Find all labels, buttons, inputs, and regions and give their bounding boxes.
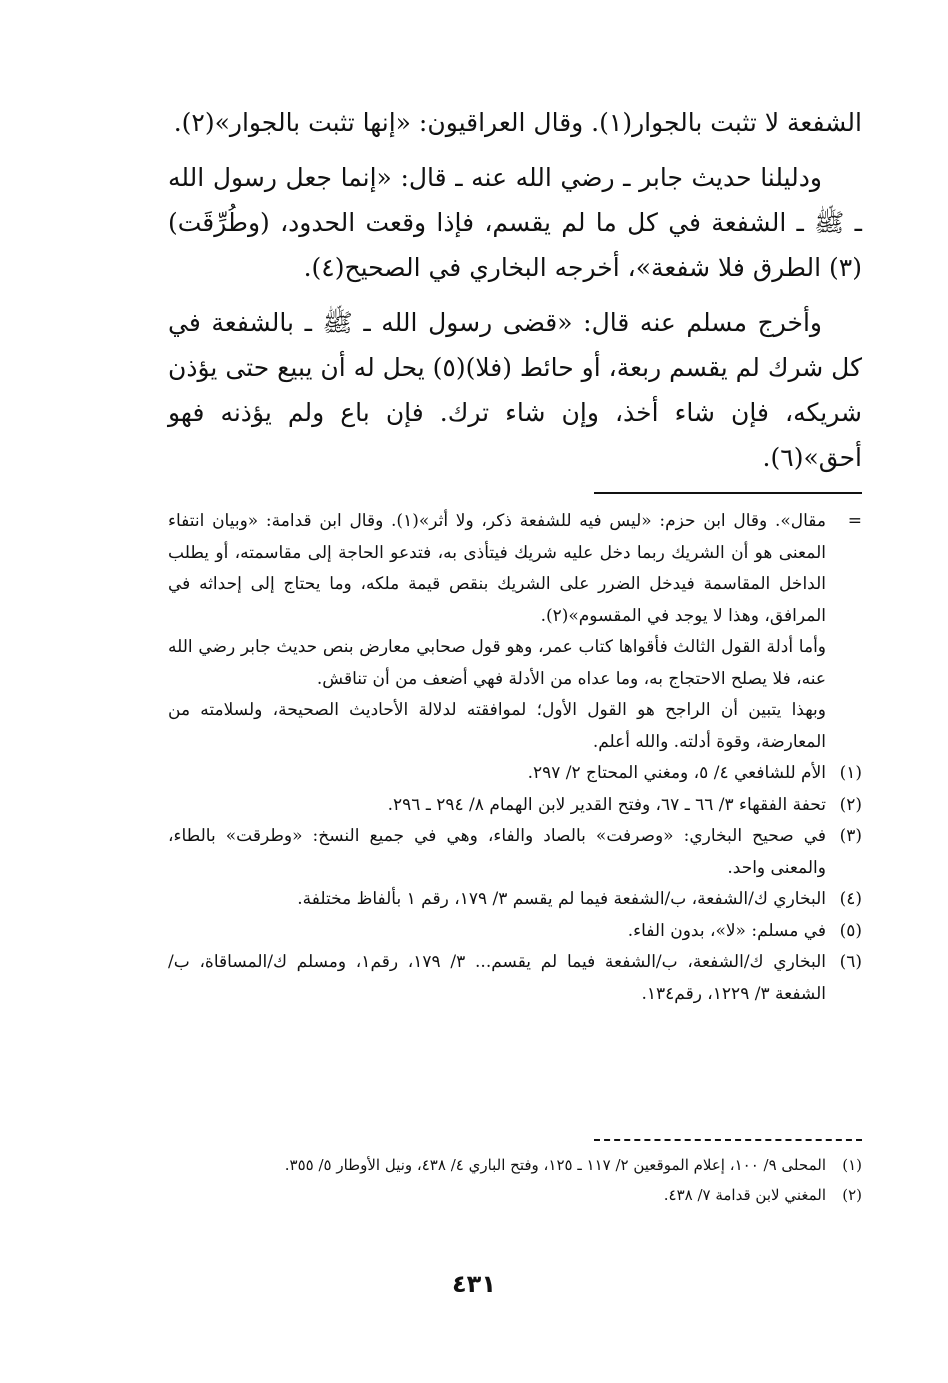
footnote-text: في صحيح البخاري: «وصرفت» بالصاد والفاء، وهي في جميع النسخ: «وطرقت» بالطاء، والمعنى واحد. xyxy=(168,826,826,878)
continuation-text: مقال». وقال ابن حزم: «ليس فيه للشفعة ذكر، ولا أثر»(١). وقال ابن قدامة: «وبيان انتفاء المعنى هو أن الشريك ربما دخل عليه شريك فيتأذى به، فتدعو الحاجة إلى مقاسمته، أو يطلب الداخل المقاسمة فيدخل الضرر على الشريك بنقص قيمة ملكه، وما يحتاج إلى إحداثه في المرافق، وهذا لا يوجد في المقسوم»(٢). xyxy=(168,511,826,626)
footnote-text: تحفة الفقهاء ٣/ ٦٦ ـ ٦٧، وفتح القدير لابن الهمام ٨/ ٢٩٤ ـ ٢٩٦. xyxy=(387,794,826,815)
sub-footnote-separator xyxy=(594,1139,862,1141)
page-number: ٤٣١ xyxy=(452,1270,496,1298)
continuation-mark: = xyxy=(847,511,862,531)
footnote-paragraph xyxy=(168,632,862,695)
footnote-number: (٣) xyxy=(839,826,862,846)
footnote-continuation xyxy=(168,506,862,632)
footnote-number: (٤) xyxy=(839,889,862,909)
footnote-number: (٢) xyxy=(839,794,862,815)
footnote-item xyxy=(168,947,862,1010)
footnote-separator xyxy=(594,492,862,494)
footnote-number: (٦) xyxy=(839,952,862,972)
footnote-text: البخاري ك/الشفعة، ب/الشفعة فيما لم يقسم... ٣/ ١٧٩، رقم١، ومسلم ك/المساقاة، ب/الشفعة ٣/ ١٢٢٩، رقم١٣٤. xyxy=(168,952,826,1004)
sub-footnote-text: المغني لابن قدامة ٧/ ٤٣٨. xyxy=(663,1186,826,1204)
footnote-item xyxy=(168,916,862,948)
footnote-number: (١) xyxy=(839,763,862,783)
footnote-paragraph-2: وأما أدلة القول الثالث فأقواها كتاب عمر، وهو قول صحابي معارض بنص حديث جابر رضي الله عنه، فلا يصلح الاحتجاج به، وما عداه من الأدلة فهي أضعف من أن تناقش. xyxy=(168,637,826,689)
footnote-text: البخاري ك/الشفعة، ب/الشفعة فيما لم يقسم ٣/ ١٧٩، رقم ١ بألفاظ مختلفة. xyxy=(297,889,826,909)
main-paragraph-3: وأخرج مسلم عنه قال: «قضى رسول الله ـ ﷺ ـ بالشفعة في كل شرك لم يقسم ربعة، أو حائط (فلا)(٥) يحل له أن يبيع حتى يؤذن شريكه، فإن شاء أخذ، وإن شاء ترك. فإن باع ولم يؤذنه فهو أحق»(٦). xyxy=(168,308,862,472)
footnote-paragraph-3: وبهذا يتبين أن الراجح هو القول الأول؛ لموافقته لدلالة الأحاديث الصحيحة، ولسلامته من المعارضة، وقوة أدلته. والله أعلم. xyxy=(168,700,826,752)
sub-footnote-text: المحلى ٩/ ١٠٠، إعلام الموقعين ٢/ ١١٧ ـ ١٢٥، وفتح الباري ٤/ ٤٣٨، ونيل الأوطار ٥/ ٣٥٥. xyxy=(284,1156,826,1174)
footnote-text: الأم للشافعي ٤/ ٥، ومغني المحتاج ٢/ ٢٩٧. xyxy=(527,763,826,783)
main-text xyxy=(168,100,862,490)
footnotes-section xyxy=(168,506,862,1010)
footnote-text: في مسلم: «لا»، بدون الفاء. xyxy=(627,920,826,941)
footnote-item xyxy=(168,884,862,916)
footnote-item xyxy=(168,758,862,790)
footnote-paragraph xyxy=(168,695,862,758)
footnote-number: (٥) xyxy=(839,920,862,941)
footnote-item xyxy=(168,821,862,884)
sub-footnote-number: (٢) xyxy=(842,1186,862,1204)
footnote-item xyxy=(168,790,862,822)
sub-footnote-item xyxy=(168,1150,862,1180)
sub-footnotes-section xyxy=(168,1150,862,1210)
main-paragraph-1: الشفعة لا تثبت بالجوار(١). وقال العراقيون: «إنها تثبت بالجوار»(٢). xyxy=(173,108,862,137)
sub-footnote-number: (١) xyxy=(842,1156,862,1174)
sub-footnote-item xyxy=(168,1180,862,1210)
main-paragraph-2: ودليلنا حديث جابر ـ رضي الله عنه ـ قال: «إنما جعل رسول الله ـ ﷺ ـ الشفعة في كل ما لم يقسم، فإذا وقعت الحدود، (وطُرِّقَت)(٣) الطرق فلا شفعة»، أخرجه البخاري في الصحيح(٤). xyxy=(168,163,862,282)
